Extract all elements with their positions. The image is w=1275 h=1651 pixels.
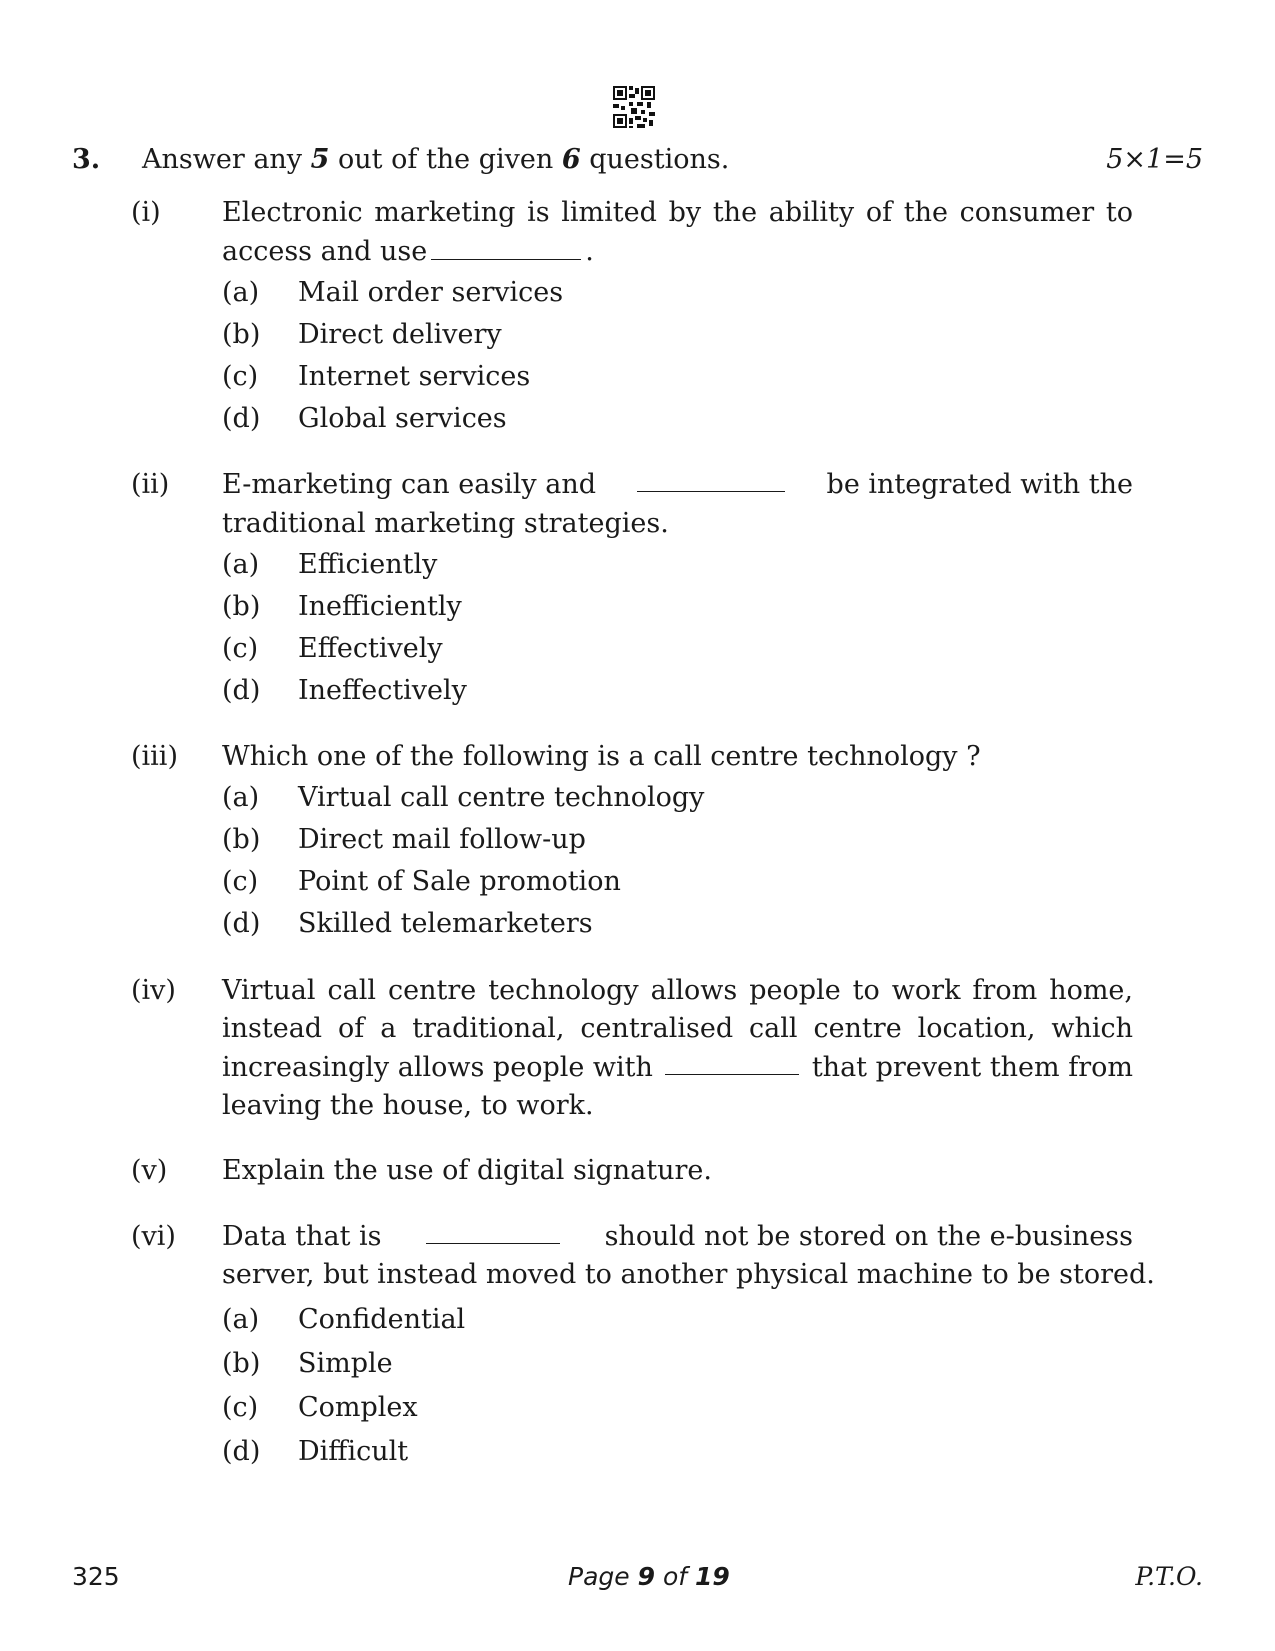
option-text: Direct delivery: [298, 319, 502, 350]
item-label-iii: (iii): [131, 741, 178, 772]
option-text: Efficiently: [298, 549, 438, 580]
option-label: (b): [222, 319, 261, 350]
option-label: (b): [222, 824, 261, 855]
item-vi-line2: server, but instead moved to another physical machine to be stored.: [222, 1259, 1155, 1290]
item-iv-line2: instead of a traditional, centralised call centre location, which: [222, 1013, 1133, 1044]
answer-blank: [665, 1048, 799, 1075]
option-text: Point of Sale promotion: [298, 866, 621, 897]
item-i-line1: Electronic marketing is limited by the ability of the consumer to: [222, 197, 1133, 228]
option-label: (c): [222, 1392, 259, 1423]
option-text: Simple: [298, 1348, 393, 1379]
option-label: (a): [222, 277, 260, 308]
option-label: (d): [222, 675, 261, 706]
option-label: (d): [222, 403, 261, 434]
option-label: (d): [222, 908, 261, 939]
answer-blank: [431, 233, 581, 260]
option-text: Inefficiently: [298, 591, 462, 622]
item-ii-line1: E-marketing can easily and be integrated with the: [222, 465, 1133, 505]
item-iii-line1: Which one of the following is a call centre technology ?: [222, 741, 981, 772]
item-v-line1: Explain the use of digital signature.: [222, 1155, 712, 1186]
option-label: (d): [222, 1436, 261, 1467]
qr-code-icon: [613, 86, 655, 128]
option-text: Internet services: [298, 361, 531, 392]
item-label-iv: (iv): [131, 975, 176, 1006]
option-label: (c): [222, 361, 259, 392]
item-label-i: (i): [131, 197, 161, 228]
pto-note: P.T.O.: [1135, 1562, 1203, 1591]
answer-blank: [426, 1217, 560, 1244]
option-text: Global services: [298, 403, 507, 434]
option-label: (c): [222, 866, 259, 897]
option-label: (a): [222, 782, 260, 813]
item-iv-line4: leaving the house, to work.: [222, 1090, 594, 1121]
item-label-vi: (vi): [131, 1221, 176, 1252]
option-label: (b): [222, 1348, 261, 1379]
option-text: Complex: [298, 1392, 418, 1423]
item-iv-line1: Virtual call centre technology allows people to work from home,: [222, 975, 1133, 1006]
option-text: Skilled telemarketers: [298, 908, 593, 939]
option-label: (a): [222, 549, 260, 580]
option-text: Mail order services: [298, 277, 564, 308]
question-marks: 5×1=5: [1106, 144, 1203, 175]
option-text: Direct mail follow-up: [298, 824, 586, 855]
option-label: (b): [222, 591, 261, 622]
item-i-line2: access and use .: [222, 232, 594, 272]
option-text: Difficult: [298, 1436, 409, 1467]
item-vi-line1: Data that is should not be stored on the e-business: [222, 1217, 1133, 1257]
item-iv-line3: increasingly allows people with that prevent them from: [222, 1048, 1133, 1088]
option-text: Confidential: [298, 1304, 466, 1335]
item-ii-line2: traditional marketing strategies.: [222, 508, 669, 539]
paper-code: 325: [72, 1562, 120, 1591]
option-label: (a): [222, 1304, 260, 1335]
item-label-v: (v): [131, 1155, 168, 1186]
option-label: (c): [222, 633, 259, 664]
item-label-ii: (ii): [131, 469, 170, 500]
page-number: Page 9 of 19: [568, 1562, 730, 1591]
option-text: Effectively: [298, 633, 443, 664]
answer-blank: [637, 465, 785, 492]
option-text: Virtual call centre technology: [298, 782, 705, 813]
option-text: Ineffectively: [298, 675, 467, 706]
question-instruction: Answer any 5 out of the given 6 questions.: [142, 144, 730, 175]
question-number: 3.: [72, 144, 101, 175]
